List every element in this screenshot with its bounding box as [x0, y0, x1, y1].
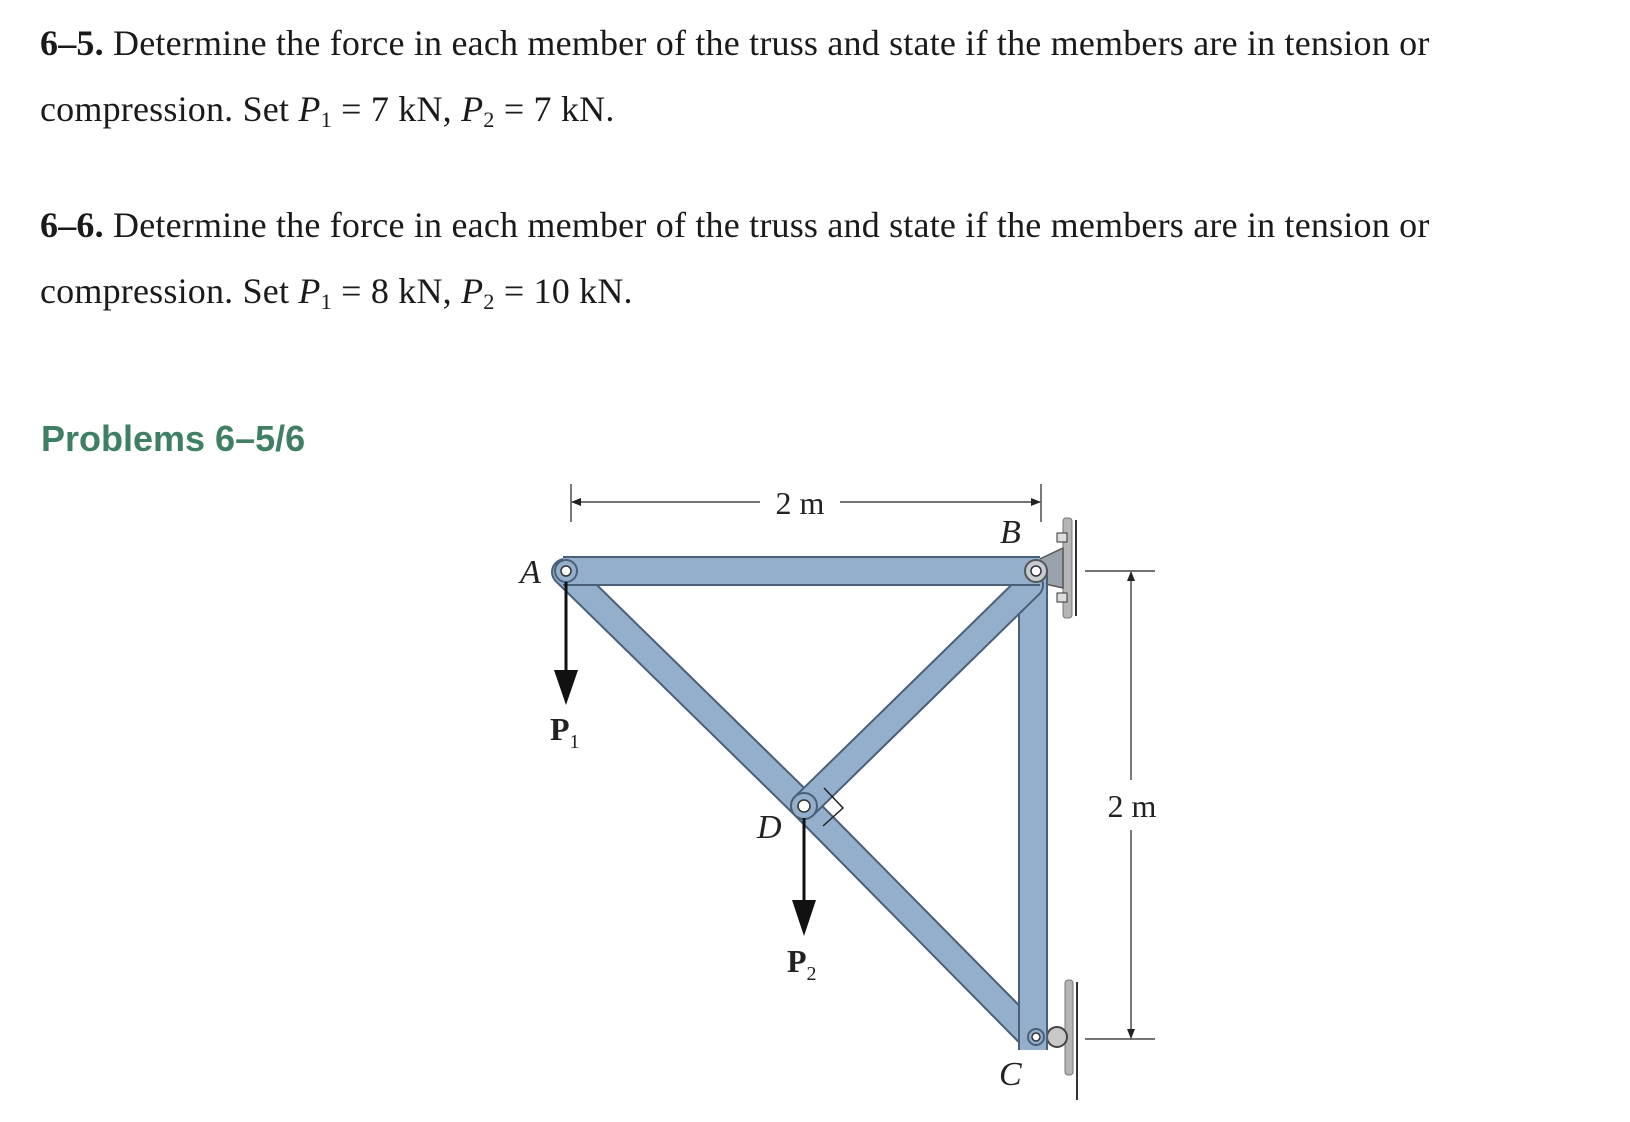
dimension-top-label: 2 m [775, 485, 825, 521]
pin-a [555, 560, 577, 582]
p1-value: 7 kN, [370, 89, 452, 129]
problem-text: Determine the force in each member of the truss and state if the members are in tension or compression. Set [40, 205, 1430, 311]
p1-symbol: P1 [298, 89, 332, 133]
load-label-p2: $P_2$ [787, 943, 817, 985]
p2-symbol: P2 [461, 271, 495, 315]
equals-sign: = [503, 271, 525, 311]
equals-sign: = [503, 89, 525, 129]
p1-value: 8 kN, [370, 271, 452, 311]
problem-text: Determine the force in each member of the truss and state if the members are in tension or compression. Set [40, 23, 1430, 129]
joint-label-b: B [1000, 514, 1021, 551]
p2-value: 7 kN. [533, 89, 615, 129]
pin-c [1028, 1029, 1044, 1045]
member-ab [563, 556, 1040, 586]
problems-heading: Problems 6–5/6 [41, 418, 306, 459]
dimension-right [1085, 571, 1157, 1039]
equals-sign: = [341, 271, 362, 311]
problem-number: 6–6. [40, 205, 104, 245]
member-db [804, 585, 1030, 806]
load-label-p1: $P_1$ [550, 711, 580, 753]
pin-d [791, 793, 817, 819]
pin-b [1025, 560, 1047, 582]
dimension-top [571, 484, 1041, 522]
p1-symbol: P1 [298, 271, 332, 315]
joint-label-c: C [999, 1056, 1022, 1093]
roller-icon [1047, 1027, 1067, 1047]
wall-support-c [1047, 980, 1077, 1100]
p2-value: 10 kN. [533, 271, 633, 311]
equals-sign: = [341, 89, 362, 129]
load-p2-arrow [792, 818, 816, 936]
member-dc [804, 806, 1030, 1035]
member-ad [565, 572, 804, 806]
joint-label-a: A [520, 554, 541, 591]
problem-number: 6–5. [40, 23, 104, 63]
joint-label-d: D [757, 809, 782, 846]
p2-symbol: P2 [461, 89, 495, 133]
dimension-right-label: 2 m [1107, 788, 1157, 824]
member-bc [1018, 570, 1048, 1050]
